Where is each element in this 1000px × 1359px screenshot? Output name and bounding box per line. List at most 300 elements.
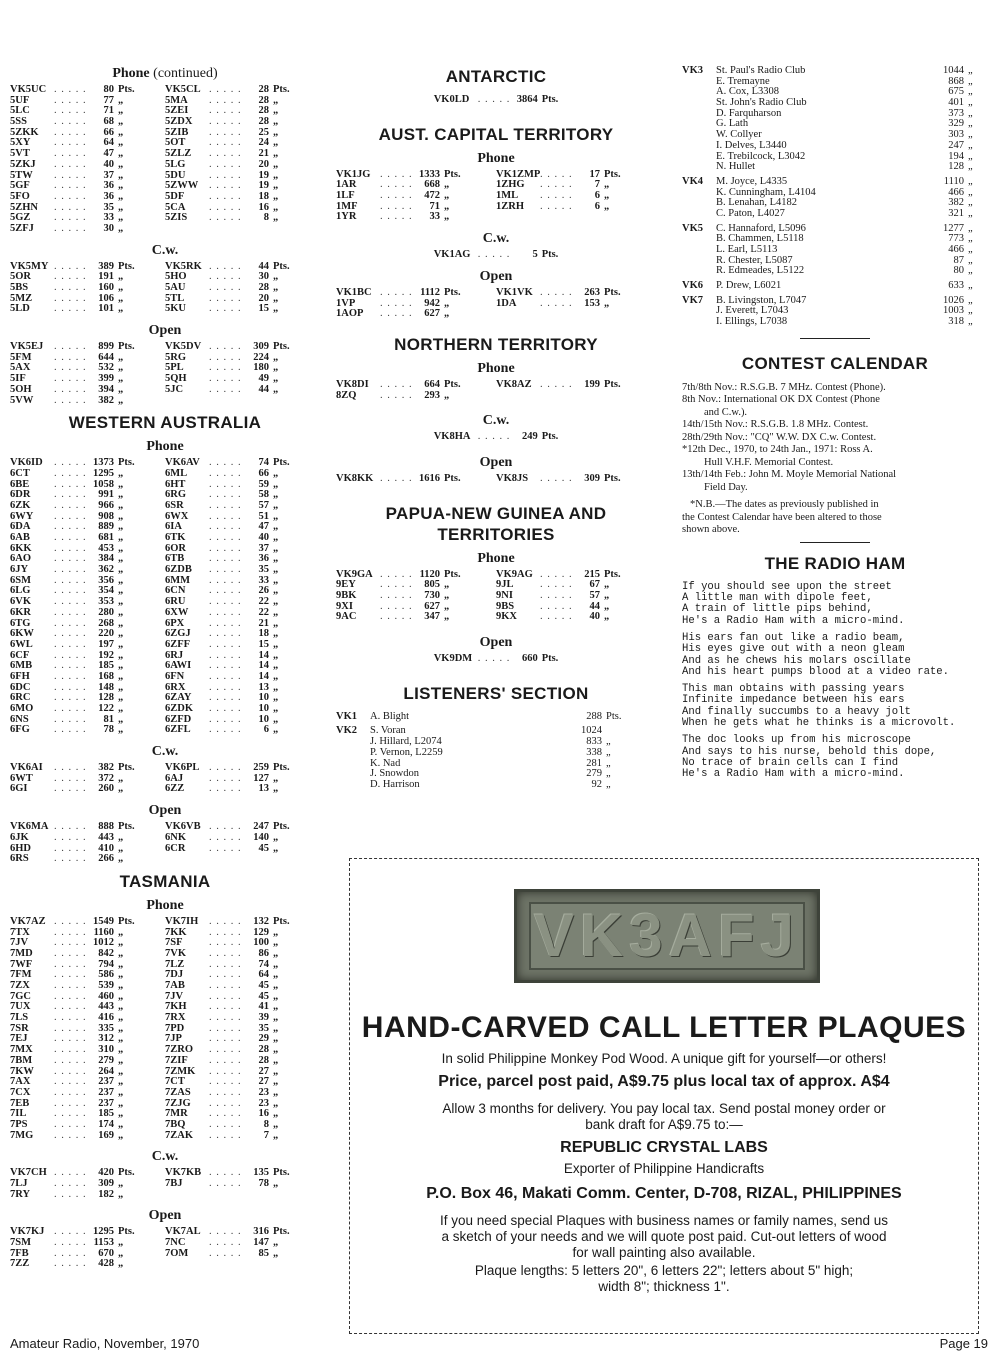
leader-dots: . . . . .	[209, 969, 242, 981]
points: 644	[98, 351, 114, 363]
callsign: 7RY	[10, 1188, 31, 1200]
leader-dots: . . . . .	[380, 211, 413, 223]
score-row	[10, 725, 320, 736]
score-entry-right	[165, 272, 320, 283]
leader-dots: . . . . .	[54, 937, 87, 949]
points-unit: „	[968, 65, 973, 76]
points: 460	[98, 990, 114, 1002]
listener-call-area	[682, 317, 716, 328]
score-entry-right	[165, 501, 320, 512]
leader-dots: . . . . .	[54, 947, 87, 959]
leader-dots: . . . . .	[54, 670, 87, 682]
points-unit: „	[118, 1022, 124, 1034]
points-unit: „	[968, 161, 973, 173]
points: 29	[258, 1033, 269, 1045]
points-unit: „	[273, 1086, 279, 1098]
leader-dots: . . . . .	[54, 532, 87, 543]
ad-special-1: If you need special Plaques with business names or family names, send us	[440, 1213, 888, 1228]
points-unit: „	[118, 990, 124, 1002]
points-unit: „	[118, 222, 124, 234]
points-unit: „	[118, 169, 124, 181]
listener-score: 1026	[943, 294, 964, 306]
points-unit: „	[273, 542, 279, 554]
score-entry-right	[165, 661, 320, 672]
leader-dots: . . . . .	[209, 116, 242, 128]
leader-dots: . . . . .	[54, 1054, 87, 1066]
score-entry-left	[10, 1045, 165, 1056]
leader-dots: . . . . .	[540, 190, 573, 202]
score-entry-right	[165, 160, 320, 171]
points: 443	[98, 1001, 114, 1013]
points-unit: Pts.	[444, 168, 461, 180]
vk7-cw-table	[10, 1168, 320, 1200]
callsign: 6RG	[165, 489, 186, 501]
points: 168	[98, 670, 114, 682]
score-entry-right	[165, 224, 320, 235]
score-entry-left	[10, 192, 165, 203]
leader-dots: . . . . .	[54, 831, 87, 843]
vk7-open-heading: Open	[148, 1208, 182, 1224]
points-unit: „	[273, 649, 279, 661]
score-entry-left	[10, 554, 165, 565]
score-entry-right	[165, 949, 320, 960]
listener-name: P. Drew, L6021	[716, 280, 782, 292]
leader-dots: . . . . .	[209, 1226, 242, 1238]
vk7-open-table	[10, 1227, 320, 1270]
vk6-phone-heading: Phone	[146, 439, 184, 455]
points-unit: „	[118, 1178, 124, 1189]
callsign: 6WX	[165, 510, 189, 522]
points: 68	[103, 116, 114, 128]
callsign: 6NK	[165, 831, 186, 843]
callsign: 6MB	[10, 660, 33, 672]
listener-name: I. Delves, L3440	[716, 139, 787, 151]
points: 627	[424, 600, 440, 612]
leader-dots: . . . . .	[209, 783, 242, 795]
callsign: 7OM	[165, 1247, 189, 1259]
score-entry-right	[165, 480, 320, 491]
score-entry-left	[10, 96, 165, 107]
leader-dots: . . . . .	[54, 148, 87, 160]
callsign: 6RX	[165, 681, 186, 693]
leader-dots: . . . . .	[54, 201, 87, 213]
points: 586	[98, 969, 114, 981]
leader-dots: . . . . .	[54, 158, 87, 170]
callsign: VK1ZMP	[496, 168, 541, 180]
points-unit: „	[273, 1012, 279, 1024]
listener-call-area	[682, 245, 716, 256]
score-entry-left	[10, 363, 165, 374]
leader-dots: . . . . .	[209, 499, 242, 511]
points: 23	[258, 1086, 269, 1098]
points: 794	[98, 958, 114, 970]
points: 33	[429, 211, 440, 223]
points-unit: „	[118, 553, 124, 565]
leader-dots: . . . . .	[380, 472, 413, 484]
callsign: 6ZK	[10, 499, 31, 511]
score-entry-left	[10, 1249, 165, 1260]
vk5-open-heading: Open	[148, 323, 182, 339]
points-unit: „	[444, 211, 450, 223]
page-footer	[10, 1336, 988, 1351]
leader-dots: . . . . .	[209, 282, 242, 293]
callsign: 7SF	[165, 937, 183, 949]
leader-dots: . . . . .	[54, 489, 87, 501]
points: 259	[253, 762, 269, 774]
ad-delivery-1: Allow 3 months for delivery. You pay local tax. Send postal money order or	[442, 1101, 886, 1116]
points: 1153	[93, 1237, 114, 1249]
points-unit: „	[118, 126, 124, 138]
leader-dots: . . . . .	[54, 606, 87, 618]
points-unit: „	[444, 308, 450, 320]
callsign: 7MX	[10, 1044, 33, 1056]
points: 20	[258, 292, 269, 304]
points: 1333	[419, 168, 440, 180]
score-row	[336, 212, 656, 223]
leader-dots: . . . . .	[54, 762, 87, 774]
listener-name: E. Trebilcock, L3042	[716, 150, 806, 162]
listener-row	[682, 141, 988, 152]
points: 268	[98, 617, 114, 629]
calendar-line: Field Day.	[704, 481, 748, 493]
points: 78	[258, 1178, 269, 1189]
points: 6	[594, 200, 600, 212]
score-entry-left	[10, 353, 165, 364]
score-entry-right	[165, 992, 320, 1003]
points-unit: „	[118, 649, 124, 661]
callsign: VK8KK	[336, 472, 374, 484]
callsign: 7MR	[165, 1108, 188, 1120]
points-unit: Pts.	[604, 168, 621, 180]
callsign: VK5EJ	[10, 341, 44, 353]
points-unit: Pts.	[273, 762, 290, 774]
points: 64	[258, 969, 269, 981]
points: 293	[424, 389, 440, 401]
points-unit: „	[118, 606, 124, 618]
listener-name: A. Blight	[370, 710, 410, 722]
listeners-table-2	[682, 66, 988, 328]
score-entry-right	[496, 391, 656, 402]
callsign: 5PL	[165, 362, 184, 374]
vk7-cw-heading: C.w.	[151, 1149, 179, 1165]
points: 132	[253, 915, 269, 927]
points: 8	[263, 212, 269, 224]
points: 10	[258, 703, 269, 714]
callsign: 6XW	[165, 606, 189, 618]
points: 260	[98, 783, 114, 795]
points-unit: „	[118, 521, 124, 533]
ad-headline: HAND-CARVED CALL LETTER PLAQUES	[361, 1011, 967, 1044]
score-entry-right	[165, 213, 320, 224]
listener-name: B. Lenahan, L4182	[716, 197, 798, 209]
callsign: 6KW	[10, 628, 34, 640]
points: 71	[103, 105, 114, 117]
leader-dots: . . . . .	[540, 179, 573, 191]
points: 127	[253, 772, 269, 784]
points-unit: „	[604, 611, 610, 623]
points-unit: „	[968, 97, 973, 109]
score-entry-left	[10, 725, 165, 736]
callsign: 7PS	[10, 1118, 28, 1130]
callsign: 5RG	[165, 351, 186, 363]
leader-dots: . . . . .	[54, 457, 87, 469]
points: 353	[98, 596, 114, 608]
points: 539	[98, 980, 114, 991]
vk6-open-heading: Open	[148, 803, 182, 819]
points: 362	[98, 564, 114, 576]
points: 664	[424, 378, 440, 390]
calendar-line: Hull V.H.F. Memorial Contest.	[704, 456, 834, 468]
score-row	[336, 250, 656, 261]
leader-dots: . . . . .	[209, 478, 242, 490]
leader-dots: . . . . .	[209, 351, 242, 363]
score-entry-right	[165, 1099, 320, 1110]
score-entry-right	[165, 1190, 320, 1201]
points-unit: Pts.	[444, 378, 461, 390]
divider	[800, 338, 870, 339]
points: 22	[258, 596, 269, 608]
leader-dots: . . . . .	[209, 821, 242, 833]
callsign: 5FM	[10, 351, 32, 363]
ad-price: Price, parcel post paid, A$9.75 plus local tax of approx. A$4	[438, 1073, 890, 1090]
leader-dots: . . . . .	[54, 1167, 87, 1179]
listener-call-area	[336, 769, 370, 780]
score-entry-right	[165, 1067, 320, 1078]
points: 942	[424, 297, 440, 309]
listener-row	[682, 281, 988, 292]
listener-name: St. John's Radio Club	[716, 97, 807, 109]
callsign: 6FG	[10, 724, 30, 736]
antarctic-table	[336, 95, 656, 106]
points: 312	[98, 1033, 114, 1045]
callsign: 7UX	[10, 1001, 31, 1013]
score-entry-left	[10, 1034, 165, 1045]
poem-line: A train of little pips behind,	[682, 603, 873, 616]
points-unit: „	[273, 831, 279, 843]
leader-dots: . . . . .	[54, 1178, 87, 1189]
leader-dots: . . . . .	[54, 649, 87, 661]
points-unit: Pts.	[444, 568, 461, 580]
callsign: 6ZFF	[165, 638, 191, 650]
leader-dots: . . . . .	[54, 821, 87, 833]
vk1-open-heading: Open	[479, 268, 513, 284]
points-unit: „	[273, 990, 279, 1002]
leader-dots: . . . . .	[209, 137, 242, 149]
callsign: 5MZ	[10, 292, 33, 304]
callsign: 7JV	[165, 990, 184, 1002]
points-unit: Pts.	[604, 568, 621, 580]
points: 77	[103, 94, 114, 106]
points: 1373	[93, 457, 114, 469]
callsign: 5QH	[165, 373, 187, 385]
callsign: 7LS	[10, 1012, 29, 1024]
points-unit: „	[273, 499, 279, 511]
listener-name: W. Collyer	[716, 129, 762, 141]
points: 169	[98, 1129, 114, 1141]
points: 26	[258, 585, 269, 597]
leader-dots: . . . . .	[380, 297, 413, 309]
points: 28	[258, 116, 269, 128]
points-unit: „	[273, 351, 279, 363]
points-unit: „	[273, 190, 279, 202]
callsign: 7IL	[10, 1108, 27, 1120]
callsign: 9JL	[496, 579, 514, 591]
score-entry-right	[165, 917, 320, 928]
score-row	[336, 95, 656, 106]
points-unit: „	[968, 86, 973, 98]
points: 310	[98, 1044, 114, 1056]
leader-dots: . . . . .	[54, 926, 87, 938]
leader-dots: . . . . .	[54, 105, 87, 117]
leader-dots: . . . . .	[209, 947, 242, 959]
leader-dots: . . . . .	[54, 772, 87, 784]
points: 140	[253, 831, 269, 843]
callsign: 7BJ	[165, 1178, 183, 1189]
points-unit: „	[273, 373, 279, 385]
points-unit: Pts.	[273, 457, 290, 469]
points-unit: „	[118, 853, 124, 865]
poem-line: No trace of brain cells can I find	[682, 756, 899, 769]
score-entry-left	[10, 822, 165, 833]
listener-name: A. Cox, L3308	[716, 86, 779, 98]
points-unit: „	[118, 1129, 124, 1141]
callsign: 7CT	[165, 1076, 185, 1088]
callsign: 5UF	[10, 94, 30, 106]
callsign: 6GI	[10, 783, 28, 795]
points-unit: „	[444, 600, 450, 612]
points: 13	[258, 681, 269, 693]
points-unit: „	[273, 1001, 279, 1013]
leader-dots: . . . . .	[54, 126, 87, 138]
listener-name: N. Hullet	[716, 161, 756, 173]
score-row	[10, 224, 320, 235]
callsign: 7TX	[10, 926, 30, 938]
callsign: VK6AI	[10, 762, 43, 774]
points-unit: „	[273, 521, 279, 533]
score-entry-right	[165, 1002, 320, 1013]
points: 80	[103, 84, 114, 95]
score-entry-right	[496, 602, 656, 613]
score-entry-left	[10, 1056, 165, 1067]
points: 1616	[419, 472, 440, 484]
score-entry-left	[10, 128, 165, 139]
callsign: 7KW	[10, 1065, 34, 1077]
leader-dots: . . . . .	[54, 1237, 87, 1249]
score-entry-right	[165, 353, 320, 364]
points-unit: „	[273, 116, 279, 128]
callsign: 5ZFJ	[10, 222, 34, 234]
score-entry-right	[165, 1227, 320, 1238]
score-row	[10, 304, 320, 315]
points-unit: „	[118, 148, 124, 160]
score-entry-left	[10, 1002, 165, 1013]
leader-dots: . . . . .	[380, 611, 413, 623]
points-unit: Pts.	[118, 1167, 135, 1179]
points-unit: „	[273, 303, 279, 315]
points-unit: „	[273, 713, 279, 725]
vk8-open-table	[336, 474, 656, 485]
points-unit: „	[606, 736, 611, 748]
points: 28	[258, 1054, 269, 1066]
png-title-line2: TERRITORIES	[437, 524, 555, 544]
points: 21	[258, 617, 269, 629]
calendar-line: 7th/8th Nov.: R.S.G.B. 7 MHz. Contest (Phone).	[682, 381, 886, 393]
score-entry-left	[10, 181, 165, 192]
score-entry-right	[165, 192, 320, 203]
callsign: VK7CH	[10, 1167, 47, 1179]
listener-call-area	[682, 209, 716, 220]
points: 174	[98, 1118, 114, 1130]
vk8-phone-heading: Phone	[477, 360, 515, 376]
points-unit: „	[118, 926, 124, 938]
callsign: 1DA	[496, 297, 517, 309]
leader-dots: . . . . .	[380, 179, 413, 191]
leader-dots: . . . . .	[54, 969, 87, 981]
points-unit: „	[118, 596, 124, 608]
score-entry-left	[10, 272, 165, 283]
callsign: 5LG	[165, 158, 186, 170]
leader-dots: . . . . .	[209, 169, 242, 181]
points-unit: „	[273, 94, 279, 106]
points-unit: „	[118, 1258, 124, 1270]
points-unit: „	[273, 596, 279, 608]
score-entry-right	[496, 591, 656, 602]
points: 842	[98, 947, 114, 959]
leader-dots: . . . . .	[209, 681, 242, 693]
listener-call-area	[682, 77, 716, 88]
callsign: 6WT	[10, 772, 33, 784]
points: 37	[258, 542, 269, 554]
listener-call-area	[682, 109, 716, 120]
score-entry-right	[165, 672, 320, 683]
callsign: 5ZEI	[165, 105, 189, 117]
score-entry-right	[165, 1131, 320, 1142]
points-unit: „	[604, 297, 610, 309]
score-entry-right	[165, 363, 320, 374]
score-row	[336, 432, 656, 443]
score-entry-right	[165, 490, 320, 501]
callsign: 6IA	[165, 521, 182, 533]
score-row	[10, 1088, 320, 1099]
callsign: 6NS	[10, 713, 29, 725]
points: 10	[258, 692, 269, 704]
vk5-cw-heading: C.w.	[151, 242, 179, 258]
score-entry-left	[10, 1179, 165, 1190]
listener-name: J. Everett, L7043	[716, 305, 789, 317]
score-entry-right	[165, 1045, 320, 1056]
points-unit: „	[273, 564, 279, 576]
plaque-photo: VK3AFJ	[514, 889, 820, 983]
poem-line: Infinite impedance between his ears	[682, 694, 905, 707]
vk9-open-heading: Open	[479, 635, 513, 651]
score-entry-left	[10, 917, 165, 928]
leader-dots: . . . . .	[380, 568, 413, 580]
leader-dots: . . . . .	[540, 200, 573, 212]
callsign: 1AR	[336, 179, 357, 191]
score-entry-left	[10, 304, 165, 315]
listener-score: 92	[591, 778, 602, 790]
callsign: VK8AZ	[496, 378, 532, 390]
listener-score: 675	[948, 86, 964, 98]
points-unit: „	[968, 75, 973, 87]
score-entry-right	[496, 212, 656, 223]
leader-dots: . . . . .	[380, 308, 413, 320]
callsign: 7ZZ	[10, 1258, 30, 1270]
callsign: VK1JG	[336, 168, 371, 180]
points-unit: „	[444, 611, 450, 623]
points-unit: „	[604, 590, 610, 601]
points-unit: „	[118, 542, 124, 554]
